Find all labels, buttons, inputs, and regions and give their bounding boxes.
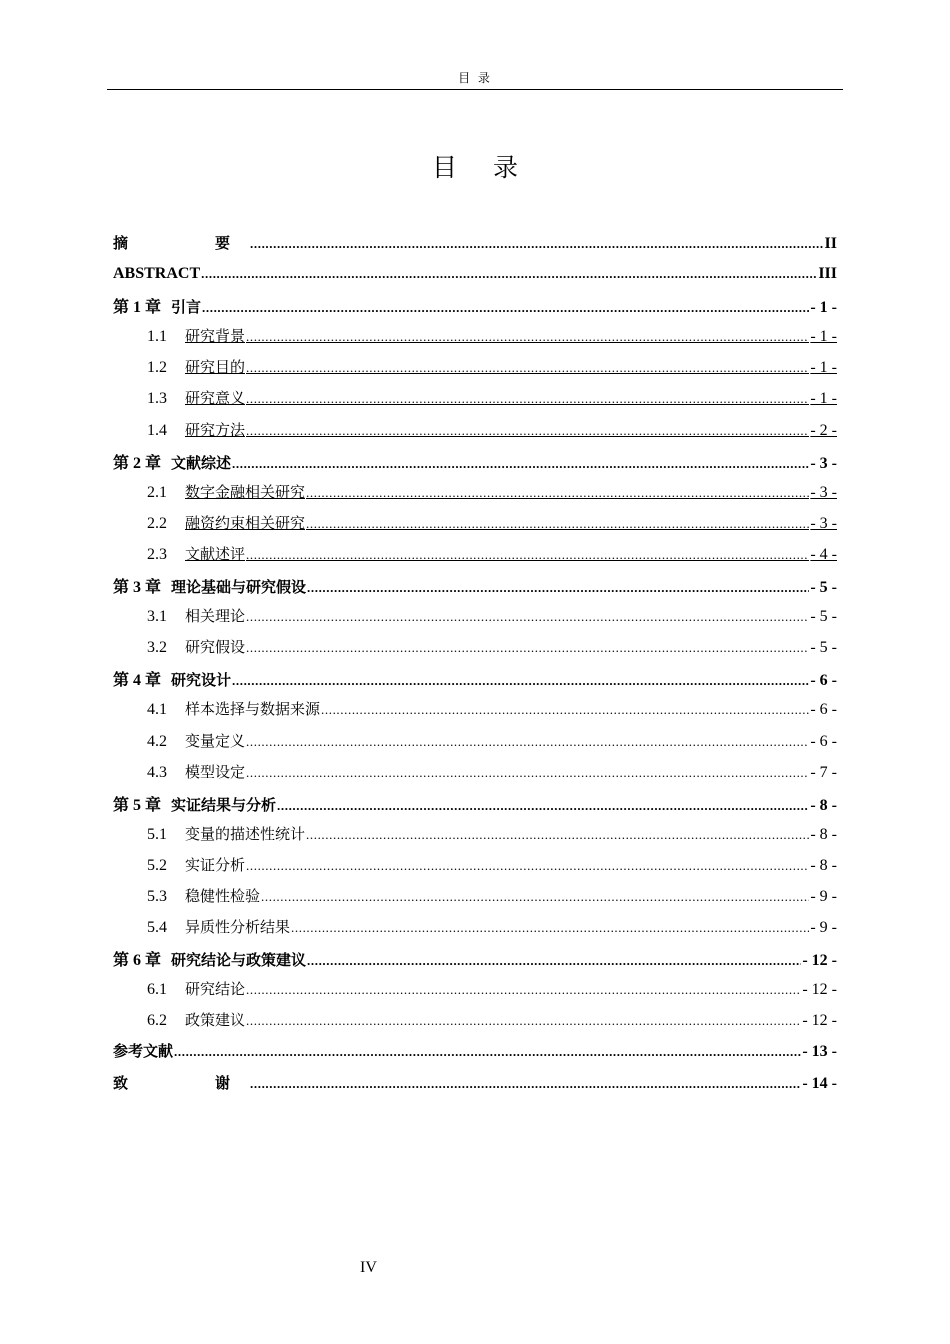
toc-entry [113, 916, 837, 947]
toc-entry [113, 947, 837, 978]
dot-leader [246, 329, 809, 345]
dot-leader [306, 485, 809, 501]
toc-entry [113, 885, 837, 916]
toc-entry-title: 研究方法 [185, 420, 246, 439]
toc-entry-title: 摘 要 [113, 234, 250, 252]
toc-entry-number: 1.2 [147, 359, 167, 377]
toc-entry-title: 样本选择与数据来源 [185, 700, 321, 719]
dot-leader [261, 889, 809, 905]
toc-entry-page: - 12 - [802, 952, 837, 970]
toc-entry [113, 1072, 837, 1103]
page-title-char-1: 目 [432, 153, 458, 182]
toc-entry-title: 相关理论 [185, 607, 246, 626]
toc-entry-title: 研究结论与政策建议 [171, 951, 307, 970]
toc-entry-title: 文献述评 [185, 544, 246, 563]
toc-entry-title: 融资约束相关研究 [185, 513, 306, 532]
toc-entry-page: - 5 - [810, 579, 837, 597]
toc-entry-number: 5.3 [147, 887, 167, 905]
toc-entry-page: - 6 - [810, 672, 837, 690]
toc-entry-label [113, 792, 276, 815]
dot-leader [246, 982, 801, 998]
toc-entry-page: - 8 - [810, 856, 837, 874]
dot-leader [306, 516, 809, 532]
dot-leader [277, 798, 809, 814]
toc-entry[interactable] [113, 325, 837, 356]
toc-entry-label [113, 232, 249, 253]
toc-entry-label [147, 481, 305, 502]
toc-entry[interactable] [113, 543, 837, 574]
toc-entry-page: - 6 - [810, 701, 837, 719]
toc-entry-label [147, 387, 245, 408]
dot-leader [246, 423, 809, 439]
toc-entry-label [147, 512, 305, 533]
toc-entry-title: 研究意义 [185, 389, 246, 408]
toc-entry-label [147, 636, 245, 657]
toc-entry[interactable] [113, 356, 837, 387]
toc-entry [113, 823, 837, 854]
toc-entry-page: - 14 - [802, 1074, 837, 1092]
toc-entry-number: 2.3 [147, 545, 167, 563]
dot-leader [246, 609, 809, 625]
toc-entry-number: 第 4 章 [113, 672, 162, 690]
dot-leader [246, 765, 809, 781]
toc-entry[interactable] [113, 481, 837, 512]
toc-entry [113, 667, 837, 698]
toc-entry-number: 第 2 章 [113, 454, 162, 472]
toc-entry-page: - 4 - [810, 545, 837, 563]
dot-leader [307, 953, 801, 969]
toc-entry-title: 参考文献 [113, 1042, 174, 1061]
toc-entry-page: - 1 - [810, 299, 837, 317]
toc-entry [113, 761, 837, 792]
toc-entry-page: - 3 - [810, 514, 837, 532]
toc-entry-page: - 12 - [802, 981, 837, 999]
toc-entry-label [113, 667, 231, 690]
toc-entry-page: - 8 - [810, 796, 837, 814]
toc-entry-label [113, 574, 306, 597]
toc-entry-label [147, 419, 245, 440]
toc-entry-number: 6.1 [147, 981, 167, 999]
dot-leader [306, 827, 809, 843]
toc-entry-label [147, 1009, 245, 1030]
toc-entry-title: 引言 [171, 298, 202, 317]
toc-entry-label [113, 263, 200, 283]
dot-leader [232, 456, 809, 472]
toc-entry-page: - 12 - [802, 1012, 837, 1030]
toc-entry-page: - 1 - [810, 328, 837, 346]
toc-entry-title: 致 谢 [113, 1073, 250, 1092]
toc-entry-number: 5.4 [147, 919, 167, 937]
toc-entry-page: - 3 - [810, 454, 837, 472]
toc-entry [113, 1040, 837, 1071]
dot-leader [246, 734, 809, 750]
page-title-char-2: 录 [492, 153, 518, 182]
table-of-contents [113, 232, 837, 1103]
toc-entry-page: - 9 - [810, 887, 837, 905]
toc-entry-title: 研究设计 [171, 671, 232, 690]
toc-entry-title: 研究结论 [185, 980, 246, 999]
toc-entry-number: 3.2 [147, 639, 167, 657]
toc-entry [113, 232, 837, 263]
toc-entry [113, 636, 837, 667]
toc-entry-number: 1.4 [147, 421, 167, 439]
toc-entry[interactable] [113, 419, 837, 450]
toc-entry-title: 实证结果与分析 [171, 795, 277, 814]
toc-entry [113, 450, 837, 481]
toc-entry-number: 4.2 [147, 732, 167, 750]
toc-entry-label [113, 947, 306, 970]
toc-entry-label [147, 698, 320, 719]
toc-entry-title: 异质性分析结果 [185, 918, 291, 937]
toc-entry-number: 1.1 [147, 328, 167, 346]
toc-entry-label [147, 356, 245, 377]
dot-leader [246, 547, 809, 563]
toc-entry-page: III [818, 265, 837, 283]
toc-entry-number: 5.1 [147, 825, 167, 843]
toc-entry-page: II [824, 235, 837, 252]
toc-entry-number: 1.3 [147, 390, 167, 408]
toc-entry [113, 1009, 837, 1040]
toc-entry-number: 2.1 [147, 483, 167, 501]
toc-entry-label [147, 885, 260, 906]
toc-entry-number: 第 1 章 [113, 299, 162, 317]
toc-entry-page: - 5 - [810, 639, 837, 657]
dot-leader [321, 702, 809, 718]
toc-entry-title: 政策建议 [185, 1011, 246, 1030]
toc-entry[interactable] [113, 512, 837, 543]
dot-leader [246, 1013, 801, 1029]
toc-entry-title: 实证分析 [185, 855, 246, 874]
toc-entry-label [113, 1040, 173, 1061]
toc-entry-title: 研究假设 [185, 638, 246, 657]
toc-entry-title: 研究背景 [185, 327, 246, 346]
dot-leader [232, 673, 809, 689]
toc-entry-page: - 9 - [810, 919, 837, 937]
toc-entry-title: 数字金融相关研究 [185, 482, 306, 501]
toc-entry-title: 变量定义 [185, 731, 246, 750]
toc-entry-number: 3.1 [147, 608, 167, 626]
toc-entry-label [113, 1072, 249, 1093]
toc-entry-title: 研究目的 [185, 358, 246, 377]
dot-leader [174, 1044, 801, 1060]
dot-leader [250, 1076, 801, 1092]
toc-entry-page: - 2 - [810, 421, 837, 439]
toc-entry-title: 理论基础与研究假设 [171, 578, 307, 597]
toc-entry-page: - 5 - [810, 608, 837, 626]
toc-entry-title: ABSTRACT [113, 265, 201, 283]
toc-entry-title: 变量的描述性统计 [185, 824, 306, 843]
toc-entry [113, 263, 837, 294]
toc-entry-label [147, 730, 245, 751]
toc-entry-page: - 7 - [810, 763, 837, 781]
toc-entry-number: 2.2 [147, 514, 167, 532]
toc-entry-page: - 6 - [810, 732, 837, 750]
toc-entry-number: 4.1 [147, 701, 167, 719]
toc-entry-title: 文献综述 [171, 453, 232, 472]
page-title [0, 148, 950, 184]
toc-entry[interactable] [113, 387, 837, 418]
toc-entry-label [147, 916, 290, 937]
dot-leader [307, 580, 809, 596]
toc-entry-number: 第 5 章 [113, 796, 162, 814]
toc-entry [113, 730, 837, 761]
dot-leader [246, 640, 809, 656]
toc-entry-title: 模型设定 [185, 762, 246, 781]
toc-entry-label [147, 605, 245, 626]
dot-leader [246, 391, 809, 407]
toc-entry [113, 574, 837, 605]
toc-entry [113, 792, 837, 823]
toc-entry-page: - 1 - [810, 390, 837, 408]
page-number: IV [360, 1259, 377, 1276]
toc-entry [113, 978, 837, 1009]
toc-entry-label [113, 450, 231, 473]
dot-leader [202, 300, 809, 316]
dot-leader [201, 266, 817, 282]
toc-entry-page: - 3 - [810, 483, 837, 501]
toc-entry [113, 294, 837, 325]
toc-entry-number: 第 6 章 [113, 952, 162, 970]
toc-entry-label [147, 761, 245, 782]
toc-entry-page: - 8 - [810, 825, 837, 843]
toc-entry [113, 698, 837, 729]
toc-entry-label [147, 823, 305, 844]
dot-leader [246, 360, 809, 376]
header-rule [107, 89, 843, 90]
dot-leader [246, 858, 809, 874]
toc-entry-number: 6.2 [147, 1012, 167, 1030]
toc-entry [113, 605, 837, 636]
toc-entry-label [147, 978, 245, 999]
toc-entry-number: 4.3 [147, 763, 167, 781]
dot-leader [291, 920, 809, 936]
toc-entry-label [147, 543, 245, 564]
toc-entry-page: - 13 - [802, 1043, 837, 1061]
running-header: 目 录 [458, 71, 492, 85]
toc-entry-title: 稳健性检验 [185, 886, 261, 905]
toc-entry-label [147, 854, 245, 875]
dot-leader [250, 236, 824, 252]
toc-entry-label [113, 294, 201, 317]
toc-entry-number: 5.2 [147, 856, 167, 874]
toc-entry-number: 第 3 章 [113, 579, 162, 597]
toc-entry-page: - 1 - [810, 359, 837, 377]
toc-entry-label [147, 325, 245, 346]
toc-entry [113, 854, 837, 885]
